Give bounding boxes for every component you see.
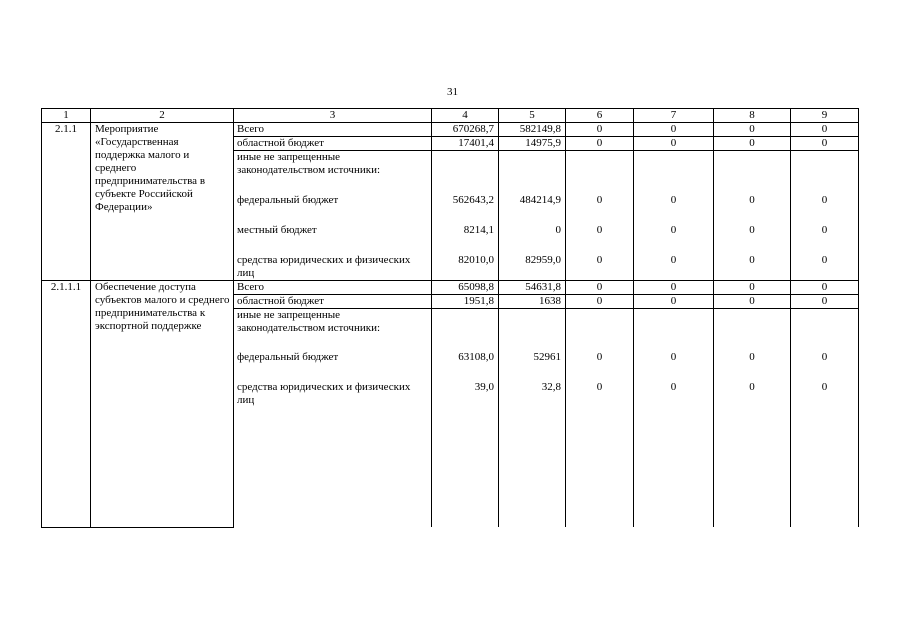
funding-source-label: федеральный бюджет [234,194,432,224]
funding-source-label: Всего [234,123,432,137]
header-cell: 6 [566,109,634,123]
value-cell: 0 [634,280,714,294]
measure-name: Мероприятие «Государственная поддержка малого и среднего предпринимательства в субъекте Российской Федерации» [91,123,234,281]
value-cell: 0 [566,351,634,381]
value-cell: 82959,0 [499,254,566,281]
value-cell: 39,0 [432,381,499,527]
header-row [42,109,859,123]
value-cell: 0 [634,254,714,281]
value-cell: 0 [714,254,791,281]
value-cell [499,151,566,194]
value-cell: 0 [566,294,634,308]
funding-source-label: областной бюджет [234,137,432,151]
value-cell: 65098,8 [432,280,499,294]
funding-source-label: иные не запрещенные законодательством источники: [234,151,432,194]
value-cell: 0 [791,224,859,254]
header-cell: 7 [634,109,714,123]
header-cell: 1 [42,109,91,123]
funding-source-label: средства юридических и физических лиц [234,381,432,527]
value-cell: 0 [714,294,791,308]
table-row [42,123,859,137]
value-cell: 0 [566,381,634,527]
value-cell [791,151,859,194]
header-cell: 4 [432,109,499,123]
value-cell: 0 [791,381,859,527]
funding-source-label: иные не запрещенные законодательством источники: [234,308,432,351]
value-cell: 0 [634,294,714,308]
value-cell: 0 [499,224,566,254]
value-cell: 562643,2 [432,194,499,224]
header-cell: 2 [91,109,234,123]
value-cell: 0 [714,351,791,381]
value-cell: 0 [791,351,859,381]
value-cell: 0 [791,194,859,224]
funding-source-label: Всего [234,280,432,294]
value-cell: 0 [566,194,634,224]
value-cell: 1951,8 [432,294,499,308]
value-cell: 670268,7 [432,123,499,137]
value-cell: 0 [791,254,859,281]
value-cell [791,308,859,351]
value-cell: 0 [566,137,634,151]
value-cell: 0 [634,194,714,224]
value-cell [432,151,499,194]
value-cell [634,308,714,351]
page-number: 31 [447,86,458,98]
value-cell: 0 [714,194,791,224]
value-cell: 0 [566,224,634,254]
value-cell: 17401,4 [432,137,499,151]
funding-source-label: федеральный бюджет [234,351,432,381]
header-cell: 5 [499,109,566,123]
row-code: 2.1.1.1 [42,280,91,527]
value-cell: 582149,8 [499,123,566,137]
value-cell: 0 [791,123,859,137]
value-cell: 0 [714,123,791,137]
value-cell: 0 [634,224,714,254]
value-cell: 0 [791,280,859,294]
value-cell: 0 [634,123,714,137]
table-body [42,109,859,528]
value-cell: 0 [634,381,714,527]
value-cell: 0 [714,137,791,151]
value-cell [634,151,714,194]
value-cell: 0 [791,137,859,151]
budget-table [41,108,859,528]
table-row [42,280,859,294]
value-cell [714,151,791,194]
header-cell: 8 [714,109,791,123]
value-cell [432,308,499,351]
value-cell: 82010,0 [432,254,499,281]
value-cell: 0 [714,381,791,527]
header-cell: 3 [234,109,432,123]
value-cell: 14975,9 [499,137,566,151]
funding-source-label: местный бюджет [234,224,432,254]
value-cell: 54631,8 [499,280,566,294]
header-cell: 9 [791,109,859,123]
value-cell: 0 [714,280,791,294]
value-cell: 8214,1 [432,224,499,254]
value-cell: 0 [634,137,714,151]
value-cell [714,308,791,351]
value-cell: 1638 [499,294,566,308]
value-cell: 32,8 [499,381,566,527]
value-cell: 0 [566,123,634,137]
value-cell: 63108,0 [432,351,499,381]
funding-source-label: областной бюджет [234,294,432,308]
measure-name: Обеспечение доступа субъектов малого и среднего предпринимательства к экспортной поддержке [91,280,234,527]
row-code: 2.1.1 [42,123,91,281]
value-cell: 0 [714,224,791,254]
value-cell: 52961 [499,351,566,381]
value-cell: 484214,9 [499,194,566,224]
value-cell: 0 [566,280,634,294]
value-cell: 0 [566,254,634,281]
value-cell [566,151,634,194]
value-cell: 0 [791,294,859,308]
funding-source-label: средства юридических и физических лиц [234,254,432,281]
value-cell [566,308,634,351]
value-cell: 0 [634,351,714,381]
value-cell [499,308,566,351]
